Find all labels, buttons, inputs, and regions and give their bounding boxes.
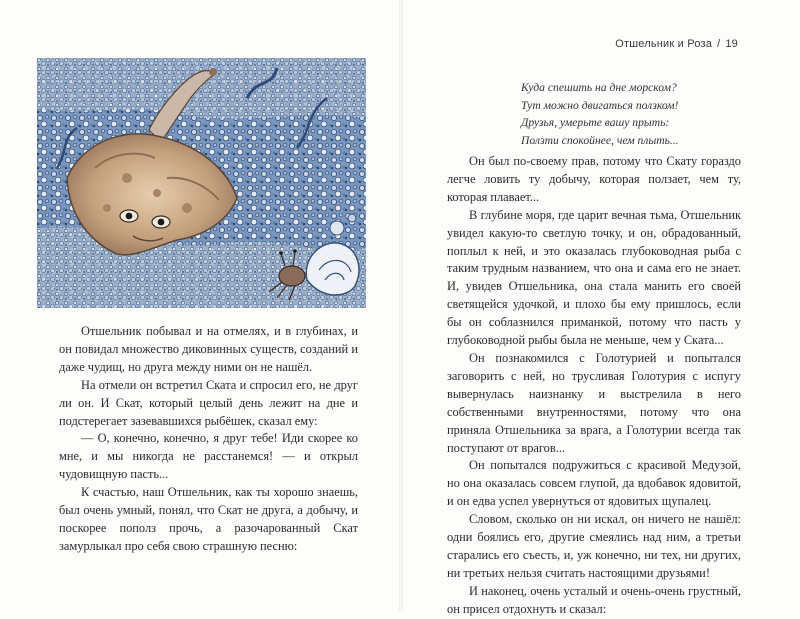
paragraph: Отшельник побывал и на отмелях, и в глубинах, и он повидал множество диковинных существ, созданий и даже чудищ, но друга между ними он не нашёл. bbox=[59, 324, 358, 374]
section-title: Отшельник и Роза bbox=[615, 38, 713, 50]
header-separator: / bbox=[717, 38, 721, 50]
poem-line: Тут можно двигаться ползком! bbox=[521, 98, 679, 112]
paragraph: Он был по-своему прав, потому что Скату гораздо легче ловить ту добычу, которая ползает, чем ту, которая плавает... bbox=[447, 154, 741, 204]
paragraph: Словом, сколько он ни искал, он ничего не нашёл: одни боялись его, другие смеялись над ним, а третьи старались его съесть, и, уж конечно, ни тех, ни других, ни третьих нельзя считать настоящими друзьями! bbox=[447, 512, 741, 580]
left-page-text bbox=[59, 323, 358, 556]
paragraph: Он познакомился с Голотурией и попытался заговорить с ней, но трусливая Голотурия с испугу вывернулась наизнанку и выстрелила в него собственными внутренностями, потому что она приняла Отшельника за врага, а Голотурии всегда так поступают от врагов... bbox=[447, 350, 741, 455]
poem-line: Куда спешить на дне морском? bbox=[521, 81, 677, 94]
running-head bbox=[615, 38, 738, 50]
paragraph: И наконец, очень усталый и очень-очень грустный, он присел отдохнуть и сказал: bbox=[447, 583, 741, 616]
skate-song-poem bbox=[521, 79, 741, 149]
paragraph: К счастью, наш Отшельник, как ты хорошо знаешь, был очень умный, понял, что Скат не друга, а добычу, и поскорее пополз прочь, а разочарованный Скат замурлыкал про себя свою страшную песню: bbox=[59, 485, 358, 553]
illustration-art bbox=[37, 58, 366, 308]
sea-bottom-illustration bbox=[37, 58, 366, 308]
poem-line: Ползти спокойнее, чем плыть... bbox=[521, 133, 679, 147]
paragraph: На отмели он встретил Ската и спросил его, не друг ли он. И Скат, который целый день лежит на дне и подстерегает зазевавшихся рыбёшек, сказал ему: bbox=[59, 377, 358, 428]
poem-line: Друзья, умерьте вашу прыть: bbox=[521, 116, 670, 130]
paragraph: — О, конечно, конечно, я друг тебе! Иди скорее ко мне, и мы никогда не расстанемся! — и открыл чудовищную пасть... bbox=[59, 431, 358, 482]
paragraph: В глубине моря, где царит вечная тьма, Отшельник увидел какую-то светлую точку, и он, обрадованный, поплыл к ней, и это оказалась глубоководная рыба с таким трудным названием, что она и сама его не знает. И, увидев Отшельника, она стала манить его своей светящейся удочкой, и плохо бы ему пришлось, если бы он соблазнился приманкой, потому что пасть у глубоководной рыбы была не меньше, чем у Ската... bbox=[447, 207, 741, 348]
paragraph: Он попытался подружиться с красивой Медузой, но она оказалась совсем глупой, да вдобавок ядовитой, и он едва успел увернуться от ядовитых щупалец. bbox=[447, 458, 741, 509]
page-number: 19 bbox=[725, 38, 738, 50]
right-page-text bbox=[447, 153, 741, 619]
page-gutter bbox=[399, 0, 403, 611]
